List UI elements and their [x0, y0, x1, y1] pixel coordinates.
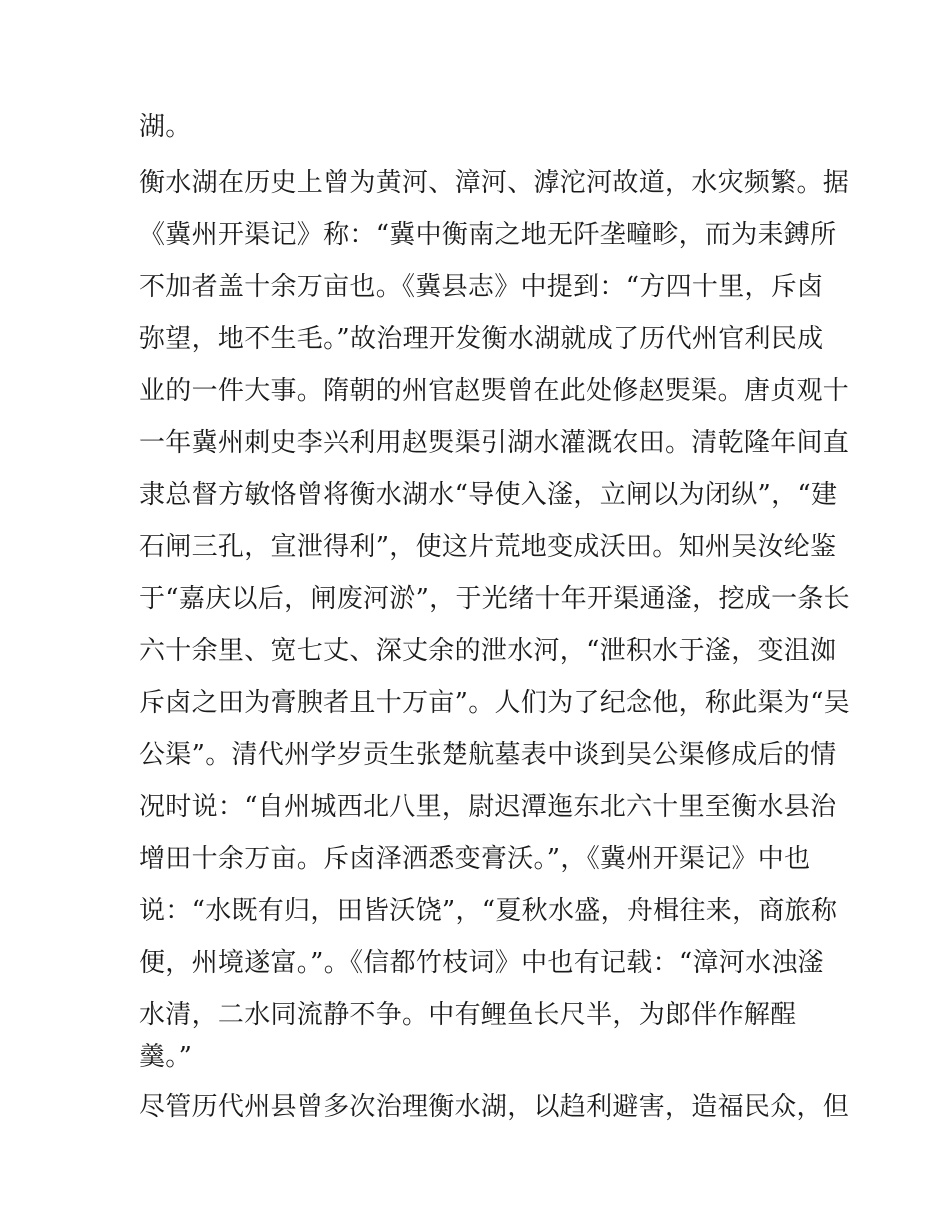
text-line: 湖。: [139, 112, 192, 142]
text-line: 况时说：“自州城西北八里，尉迟潭迤东北六十里至衡水县治: [139, 792, 837, 822]
text-line: 说：“水既有归，田皆沃饶”，“夏秋水盛，舟楫往来，商旅称: [139, 896, 838, 926]
text-line: 六十余里、宽七丈、深丈余的泄水河，“泄积水于滏，变沮洳: [139, 636, 837, 666]
text-line: 水清，二水同流静不争。中有鲤鱼长尺半，为郎伴作解酲: [139, 1000, 797, 1030]
text-line: 便，州境遂富。”。《信都竹枝词》中也有记载：“漳河水浊滏: [139, 948, 824, 978]
text-line: 业的一件大事。隋朝的州官赵煚曾在此处修赵煚渠。唐贞观十: [139, 376, 850, 406]
text-line: 于“嘉庆以后，闸废河淤”，于光绪十年开渠通滏，挖成一条长: [139, 584, 850, 614]
text-line: 斥卤之田为膏腴者且十万亩”。人们为了纪念他，称此渠为“吴: [139, 688, 850, 718]
text-line: 不加者盖十余万亩也。《冀县志》中提到：“方四十里，斥卤: [139, 272, 824, 302]
text-line: 弥望，地不生毛。”故治理开发衡水湖就成了历代州官利民成: [139, 324, 824, 354]
text-line: 公渠”。清代州学岁贡生张楚航墓表中谈到吴公渠修成后的情: [139, 740, 837, 770]
text-line: 石闸三孔，宣泄得利”，使这片荒地变成沃田。知州吴汝纶鉴: [139, 532, 837, 562]
text-line: 羹。”: [139, 1042, 193, 1072]
text-line: 隶总督方敏恪曾将衡水湖水“导使入滏，立闸以为闭纵”，“建: [139, 480, 838, 510]
text-line: 增田十余万亩。斥卤泽洒悉变膏沃。”，《冀州开渠记》中也: [139, 844, 811, 874]
text-line: 尽管历代州县曾多次治理衡水湖，以趋利避害，造福民众，但: [139, 1092, 850, 1122]
text-line: 《冀州开渠记》称：“冀中衡南之地无阡垄疃畛，而为耒鎛所: [139, 220, 837, 250]
text-line: 一年冀州刺史李兴利用赵煚渠引湖水灌溉农田。清乾隆年间直: [139, 428, 850, 458]
text-line: 衡水湖在历史上曾为黄河、漳河、滹沱河故道，水灾频繁。据: [139, 168, 850, 198]
